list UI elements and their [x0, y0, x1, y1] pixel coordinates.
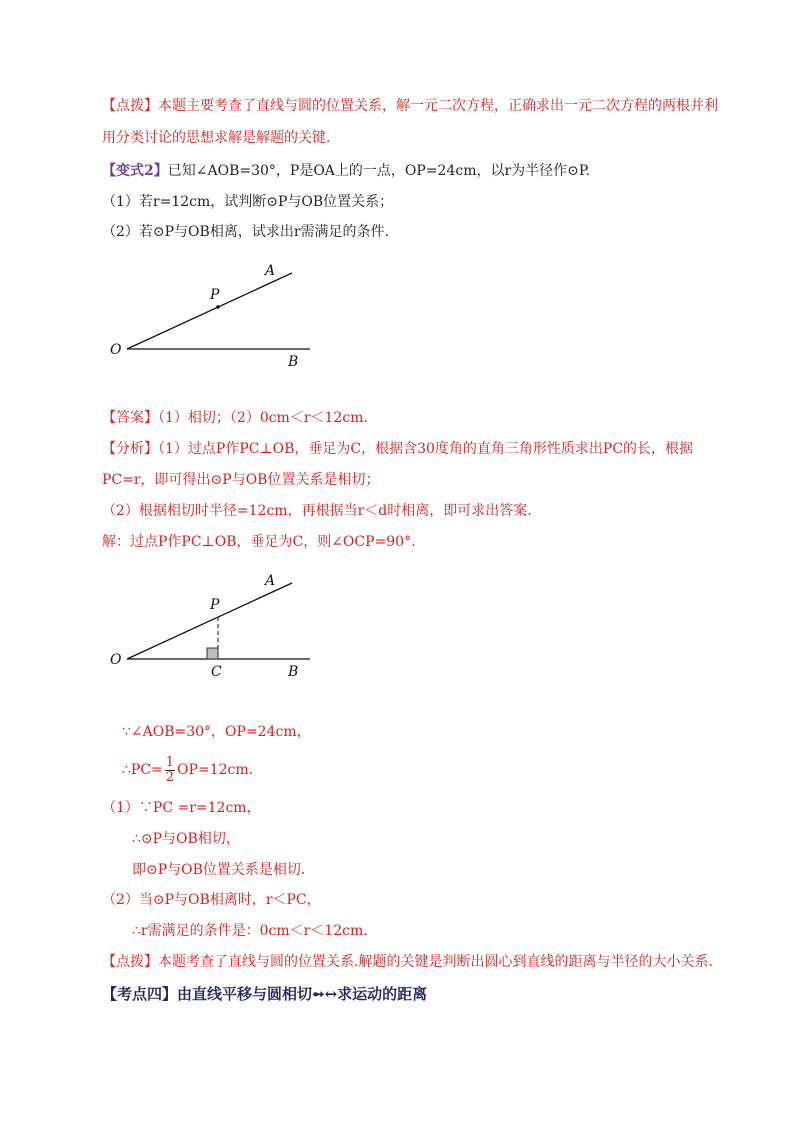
section-title-end: 求运动的距离 [337, 985, 428, 1003]
tip-tag: 【点拨】 [102, 954, 158, 970]
analysis-text: （1）过点P作PC⊥OB，垂足为C，根据含30度角的直角三角形性质求出PC的长，根据 [158, 441, 694, 457]
tip-paragraph-1-cont [102, 128, 330, 148]
part2-line-1: （2）当⊙P与OB相离时，r＜PC， [102, 892, 321, 908]
analysis-line-2: PC=r，即可得出⊙P与OB位置关系是相切； [102, 472, 380, 488]
tip-text: 本题考查了直线与圆的位置关系.解题的关键是判断出圆心到直线的距离与半径的大小关系. [158, 954, 713, 970]
fraction-denominator: 2 [165, 769, 175, 785]
solution-intro: 解：过点P作PC⊥OB，垂足为C，则∠OCP=90°. [102, 534, 416, 550]
right-angle-marker [207, 648, 218, 659]
solution-therefore [122, 752, 253, 788]
tip-text-cont: 用分类讨论的思想求解是解题的关键. [102, 130, 331, 146]
fraction-one-half [165, 756, 175, 785]
tip-paragraph-1 [102, 96, 718, 116]
question-1: （1）若r=12cm，试判断⊙P与OB位置关系； [102, 194, 394, 210]
answer-tag: 【答案】 [102, 410, 158, 426]
label-p: P [210, 287, 220, 303]
point-p [216, 305, 220, 309]
section-heading [102, 984, 427, 1004]
label-b: B [288, 664, 299, 680]
part1-line-2: ∴⊙P与OB相切， [132, 831, 240, 847]
variant-stem-text: 已知∠AOB=30°，P是OA上的一点，OP=24cm，以r为半径作⊙P. [167, 163, 590, 179]
arrow-icon: ➻↔ [312, 985, 338, 1003]
part2-line-2: ∴r需满足的条件是：0cm＜r＜12cm. [132, 923, 368, 939]
label-a: A [265, 573, 276, 589]
label-p: P [210, 597, 220, 613]
analysis-tag: 【分析】 [102, 441, 158, 457]
ray-oa [127, 273, 292, 349]
answer-text: （1）相切；（2）0cm＜r＜12cm. [158, 410, 368, 426]
fraction-numerator: 1 [165, 754, 175, 770]
variant-tag: 【变式2】 [102, 163, 168, 179]
answer-line [102, 408, 368, 428]
analysis-line-3: （2）根据相切时半径=12cm，再根据当r＜d时相离，即可求出答案. [102, 503, 532, 519]
analysis-line-1 [102, 439, 693, 459]
label-a: A [265, 263, 276, 279]
label-o: O [110, 342, 122, 358]
section-title: 【考点四】由直线平移与圆相切 [102, 985, 313, 1003]
angle-figure-1 [100, 255, 330, 380]
question-2: （2）若⊙P与OB相离，试求出r需满足的条件. [102, 224, 389, 240]
part1-line-3: 即⊙P与OB位置关系是相切. [132, 862, 306, 878]
therefore-suffix: OP=12cm. [177, 762, 254, 778]
tip-paragraph-2 [102, 952, 713, 972]
label-c: C [211, 664, 222, 680]
tip-tag: 【点拨】 [102, 98, 158, 114]
label-o: O [110, 652, 122, 668]
variant-stem [102, 161, 590, 181]
part1-line-1: （1）∵PC =r=12cm， [102, 800, 261, 816]
therefore-prefix: ∴PC= [122, 762, 163, 778]
label-b: B [288, 354, 299, 370]
tip-text: 本题主要考查了直线与圆的位置关系，解一元二次方程，正确求出一元二次方程的两根并利 [158, 98, 718, 114]
solution-given: ∵∠AOB=30°，OP=24cm， [122, 724, 311, 740]
angle-figure-2 [100, 565, 330, 690]
